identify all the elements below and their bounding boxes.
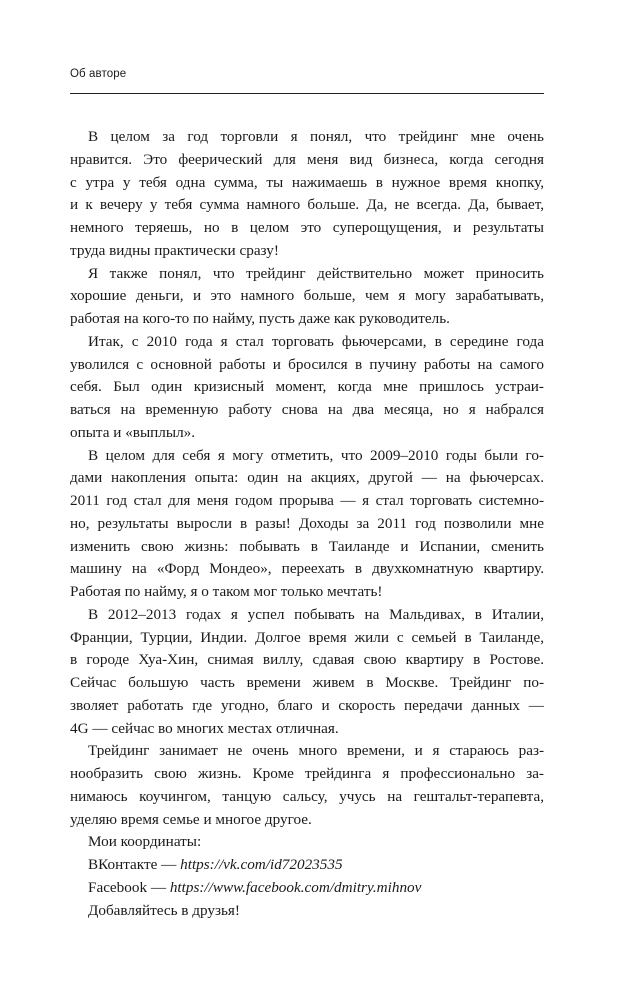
text-line: в городе Хуа-Хин, снимая виллу, сдавая свою квартиру в Ростове.: [70, 651, 544, 669]
paragraph: [70, 604, 544, 741]
text-line: В 2012–2013 годах я успел побывать на Мальдивах, в Италии,: [88, 605, 544, 623]
vk-label: ВКонтакте —: [88, 856, 181, 873]
text-line: Я также понял, что трейдинг действительно может приносить: [88, 264, 544, 282]
text-line: работая на кого-то по найму, пусть даже как руководитель.: [70, 310, 450, 327]
facebook-contact-line: [70, 877, 544, 900]
text-line: немного теряешь, но в целом это суперощущения, и результаты: [70, 219, 544, 236]
text-line: нравится. Это феерический для меня вид бизнеса, когда сегодня: [70, 150, 544, 168]
text-line: опыта и «выплыл».: [70, 423, 196, 441]
text-line: и к вечеру у тебя сумма намного больше. Да, не всегда. Да, бывает,: [70, 196, 544, 214]
paragraph: [70, 331, 544, 445]
text-line: зволяет работать где угодно, благо и скорость передачи данных —: [70, 696, 544, 714]
vk-contact-line: [70, 854, 544, 877]
text-line: но, результаты выросли в разы! Доходы за 2011 год позволили мне: [70, 514, 544, 532]
text-line: нимаюсь коучингом, танцую сальсу, учусь на гештальт-терапевта,: [70, 787, 544, 805]
text-line: Франции, Турции, Индии. Долгое время жили с семьей в Таиланде,: [70, 628, 544, 646]
text-line: с утра у тебя одна сумма, ты нажимаешь в нужное время кнопку,: [70, 173, 544, 191]
text-line: В целом за год торговли я понял, что трейдинг мне очень: [88, 128, 544, 145]
text-line: 4G — сейчас во многих местах отличная.: [70, 719, 339, 737]
paragraph: [70, 740, 544, 831]
facebook-link[interactable]: https://www.facebook.com/dmitry.mihnov: [169, 878, 422, 896]
text-line: Трейдинг занимает не очень много времени, и я стараюсь раз-: [88, 742, 544, 760]
text-line: хорошие деньги, и это намного больше, чем я могу зарабатывать,: [70, 287, 544, 305]
contacts-block: [70, 831, 544, 922]
vk-link[interactable]: https://vk.com/id72023535: [180, 856, 343, 873]
text-line: В целом для себя я могу отметить, что 2009–2010 годы были го-: [88, 446, 544, 464]
text-line: Работая по найму, я о таком мог только мечтать!: [70, 583, 383, 600]
page-body: [70, 126, 544, 922]
text-line: себя. Был один кризисный момент, когда мне пришлось устраи-: [70, 378, 544, 396]
paragraph: [70, 263, 544, 331]
text-line: изменить свою жизнь: побывать в Таиланде и Испании, сменить: [70, 537, 544, 555]
facebook-label: Facebook —: [88, 878, 170, 896]
paragraph: [70, 445, 544, 604]
header-rule: [70, 93, 544, 94]
text-line: дами накопления опыта: один на акциях, другой — на фьючерсах.: [70, 469, 544, 487]
closing-line: Добавляйтесь в друзья!: [88, 901, 240, 919]
text-line: труда видны практически сразу!: [70, 241, 279, 259]
paragraph: [70, 126, 544, 263]
text-line: ваться на временную работу снова на два месяца, но я набрался: [70, 401, 544, 418]
text-line: уволился с основной работы и бросился в пучину работы на самого: [70, 355, 544, 373]
text-line: 2011 год стал для меня годом прорыва — я стал торговать системно-: [70, 492, 544, 509]
contacts-heading: Мои координаты:: [88, 833, 202, 851]
text-line: машину на «Форд Мондео», переехать в двухкомнатную квартиру.: [70, 560, 544, 578]
running-head: Об авторе: [70, 68, 127, 80]
text-line: Сейчас большую часть времени живем в Москве. Трейдинг по-: [70, 674, 544, 691]
text-line: нообразить свою жизнь. Кроме трейдинга я профессионально за-: [70, 765, 544, 782]
text-line: уделяю время семье и многое другое.: [70, 810, 312, 828]
text-line: Итак, с 2010 года я стал торговать фьючерсами, в середине года: [88, 332, 544, 350]
